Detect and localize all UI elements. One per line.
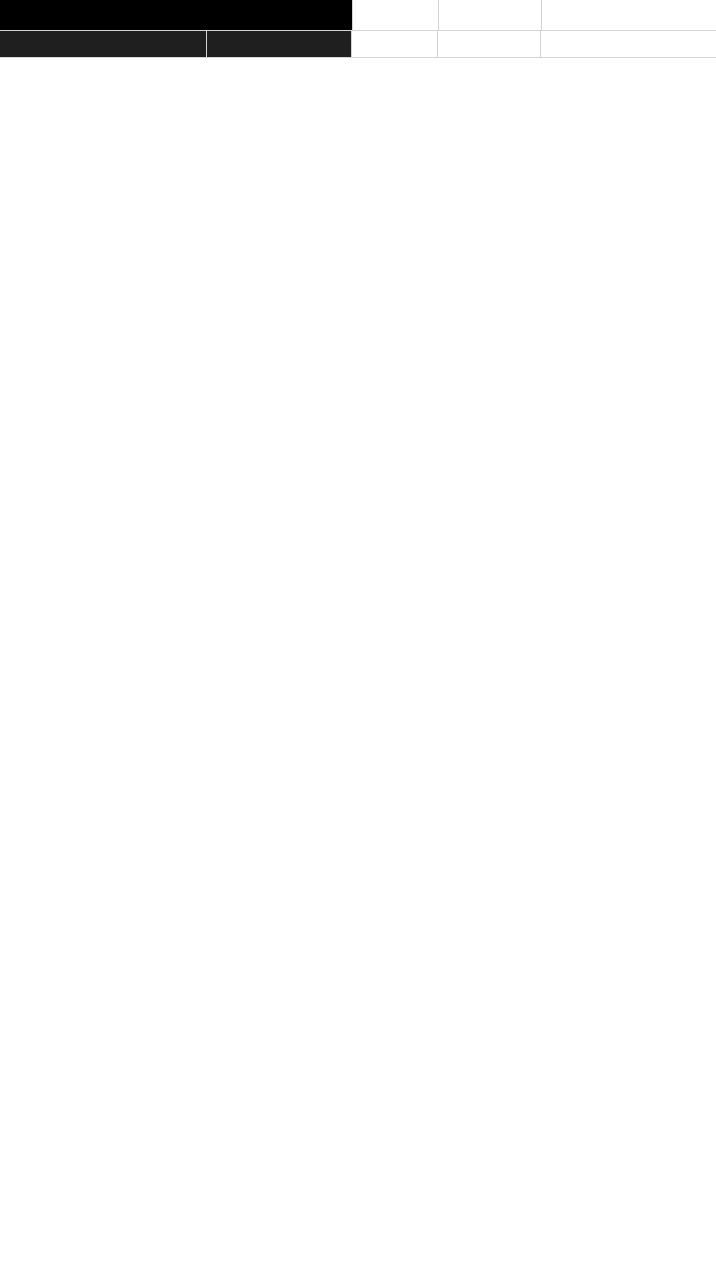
title-row: [0, 0, 716, 31]
earnings-header-label: [0, 31, 207, 58]
sheet-title: [0, 0, 353, 31]
earnings-header-row: [0, 31, 716, 58]
earnings-header-column: [207, 31, 352, 58]
